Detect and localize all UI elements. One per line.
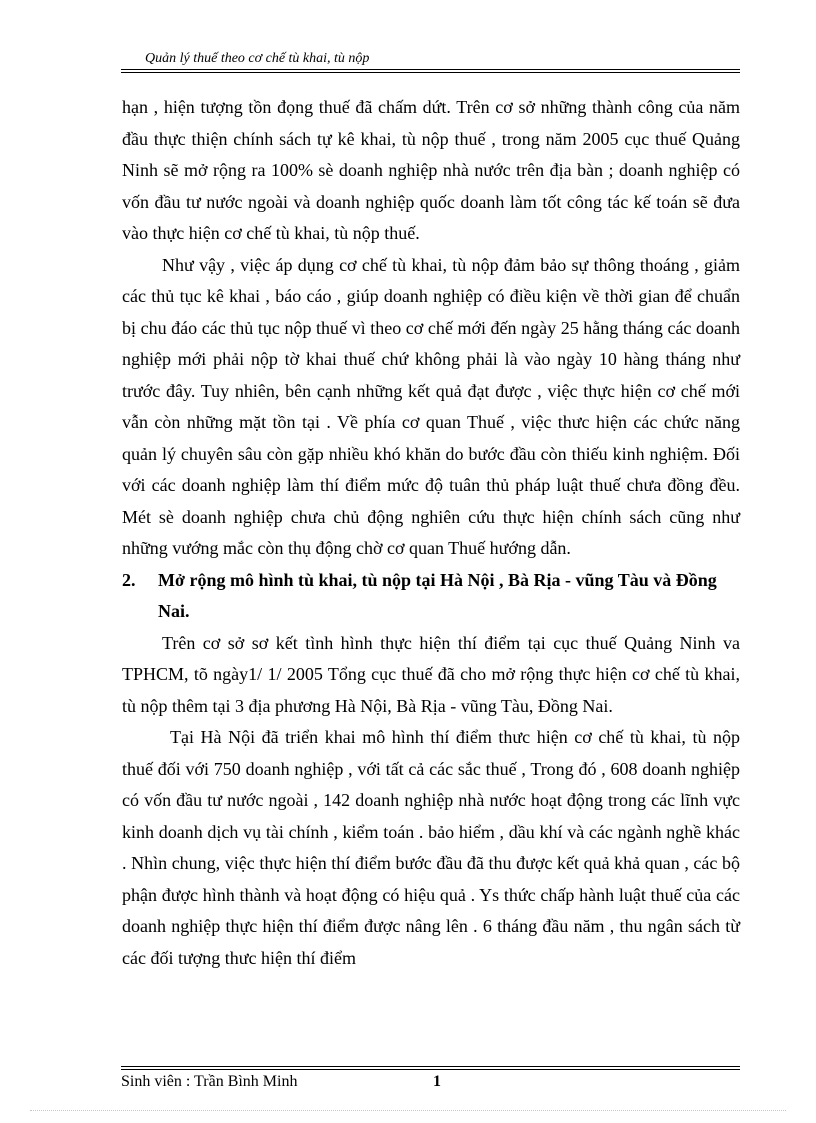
section-heading <box>122 565 740 628</box>
section-number: 2. <box>122 569 136 590</box>
section-title: Mở rộng mô hình tù khai, tù nộp tại Hà Nội , Bà Rịa - vũng Tàu và Đồng Nai. <box>158 569 717 621</box>
paragraph-2: Như vậy , việc áp dụng cơ chế tù khai, tù nộp đảm bảo sự thông thoáng , giảm các thủ tục kê khai , báo cáo , giúp doanh nghiệp có điều kiện về thời gian để chuẩn bị chu đáo các thủ tục nộp thuế vì theo cơ chế mới đến ngày 25 hằng tháng các doanh nghiệp mới phải nộp tờ khai thuế chứ không phải là vào ngày 10 hàng tháng như trước đây. Tuy nhiên, bên cạnh những kết quả đạt được , việc thực hiện cơ chế mới vẫn còn những mặt tồn tại . Về phía cơ quan Thuế , việc thưc hiện các chức năng quản lý chuyên sâu còn gặp nhiều khó khăn do bước đầu còn thiếu kinh nghiệm. Đối với các doanh nghiệp làm thí điểm mức độ tuân thủ pháp luật thuế chưa đồng đều. Mét sè doanh nghiệp chưa chủ động nghiên cứu thực hiện chính sách cũng như những vướng mắc còn thụ động chờ cơ quan Thuế hướng dẫn. <box>122 254 740 558</box>
page-header <box>121 50 739 68</box>
paragraph-3: Trên cơ sở sơ kết tình hình thực hiện thí điểm tại cục thuế Quảng Ninh va TPHCM, tõ ngày1/ 1/ 2005 Tổng cục thuế đã cho mở rộng thực hiện cơ chế tù khai, tù nộp thêm tại 3 địa phương Hà Nội, Bà Rịa - vũng Tàu, Đồng Nai. <box>122 632 740 716</box>
paragraph-1: hạn , hiện tượng tồn đọng thuế đã chấm dứt. Trên cơ sở những thành công của năm đầu thực thiện chính sách tự kê khai, tù nộp thuế , trong năm 2005 cục thuế Quảng Ninh sẽ mở rộng ra 100% sè doanh nghiệp nhà nước trên địa bàn ; doanh nghiệp có vốn đầu tư nước ngoài và doanh nghiệp quốc doanh làm tốt công tác kế toán sẽ đưa vào thực hiện cơ chế tù khai, tù nộp thuế. <box>122 97 740 243</box>
footer-rule-bottom <box>121 1069 740 1070</box>
paragraph-4: Tại Hà Nội đã triển khai mô hình thí điểm thưc hiện cơ chế tù khai, tù nộp thuế đối với 750 doanh nghiệp , với tất cả các sắc thuế , Trong đó , 608 doanh nghiệp có vốn đầu tư nước ngoài , 142 doanh nghiệp nhà nước hoạt động trong các lĩnh vực kinh doanh dịch vụ tài chính , kiểm toán . bảo hiểm , dầu khí và các ngành nghề khác . Nhìn chung, việc thực hiện thí điểm bước đầu đã thu được kết quả khả quan , các bộ phận được hình thành và hoạt động có hiệu quả . Ys thức chấp hành luật thuế của các doanh nghiệp thực hiện thí điểm được nâng lên . 6 tháng đầu năm , thu ngân sách từ các đối tượng thưc hiện thí điểm <box>122 727 740 968</box>
page-break-line <box>30 1110 786 1111</box>
header-rule-top <box>121 69 740 70</box>
page-number: 1 <box>433 1073 441 1090</box>
footer-author: Sinh viên : Trần Bình Minh <box>121 1073 298 1090</box>
header-title: Quản lý thuế theo cơ chế tù khai, tù nộp <box>145 51 370 66</box>
footer-rule-top <box>121 1066 740 1067</box>
body-content <box>122 92 740 974</box>
header-rule-bottom <box>121 72 740 73</box>
